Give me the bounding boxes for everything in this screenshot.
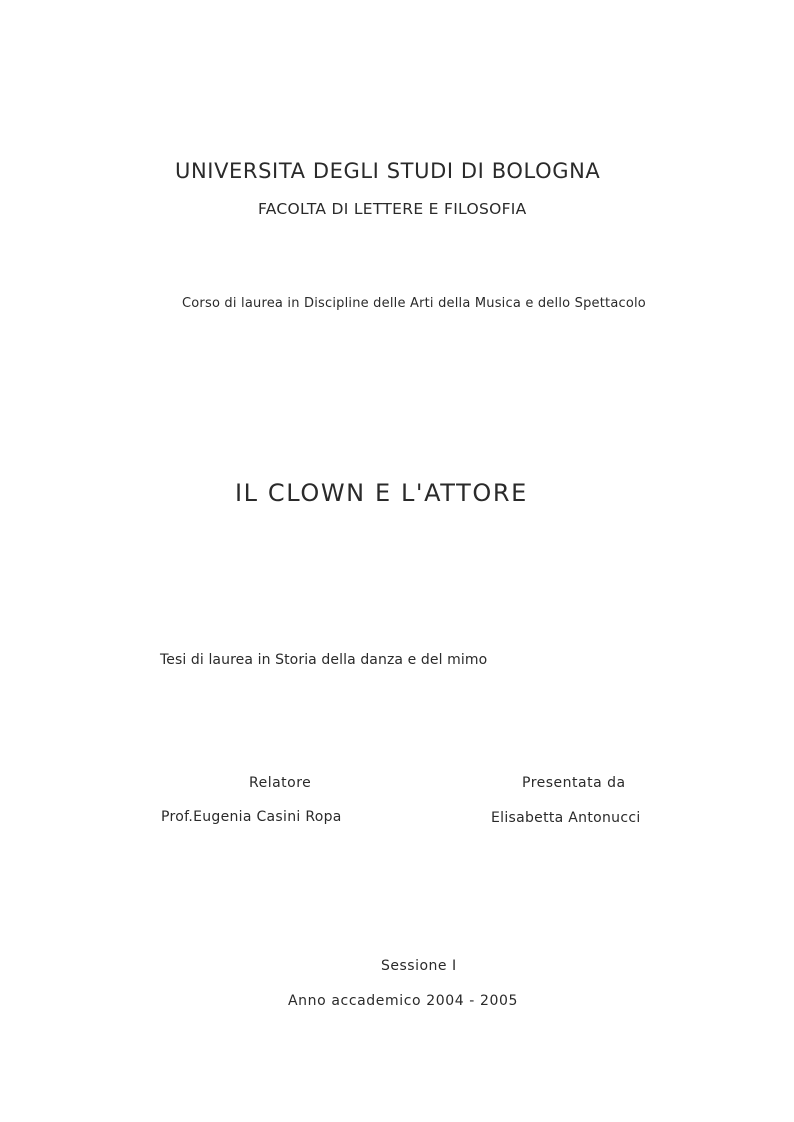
author-label: Presentata da	[522, 775, 626, 791]
faculty-name: FACOLTA DI LETTERE E FILOSOFIA	[258, 200, 527, 218]
academic-year: Anno accademico 2004 - 2005	[288, 993, 519, 1009]
session-label: Sessione I	[381, 958, 457, 974]
supervisor-name: Prof.Eugenia Casini Ropa	[161, 809, 342, 825]
supervisor-label: Relatore	[249, 775, 312, 791]
university-name: UNIVERSITA DEGLI STUDI DI BOLOGNA	[175, 159, 601, 183]
thesis-title: IL CLOWN E L'ATTORE	[235, 479, 528, 507]
author-name: Elisabetta Antonucci	[491, 810, 641, 826]
thesis-subject: Tesi di laurea in Storia della danza e del mimo	[160, 652, 488, 668]
degree-course: Corso di laurea in Discipline delle Arti della Musica e dello Spettacolo	[182, 296, 646, 311]
